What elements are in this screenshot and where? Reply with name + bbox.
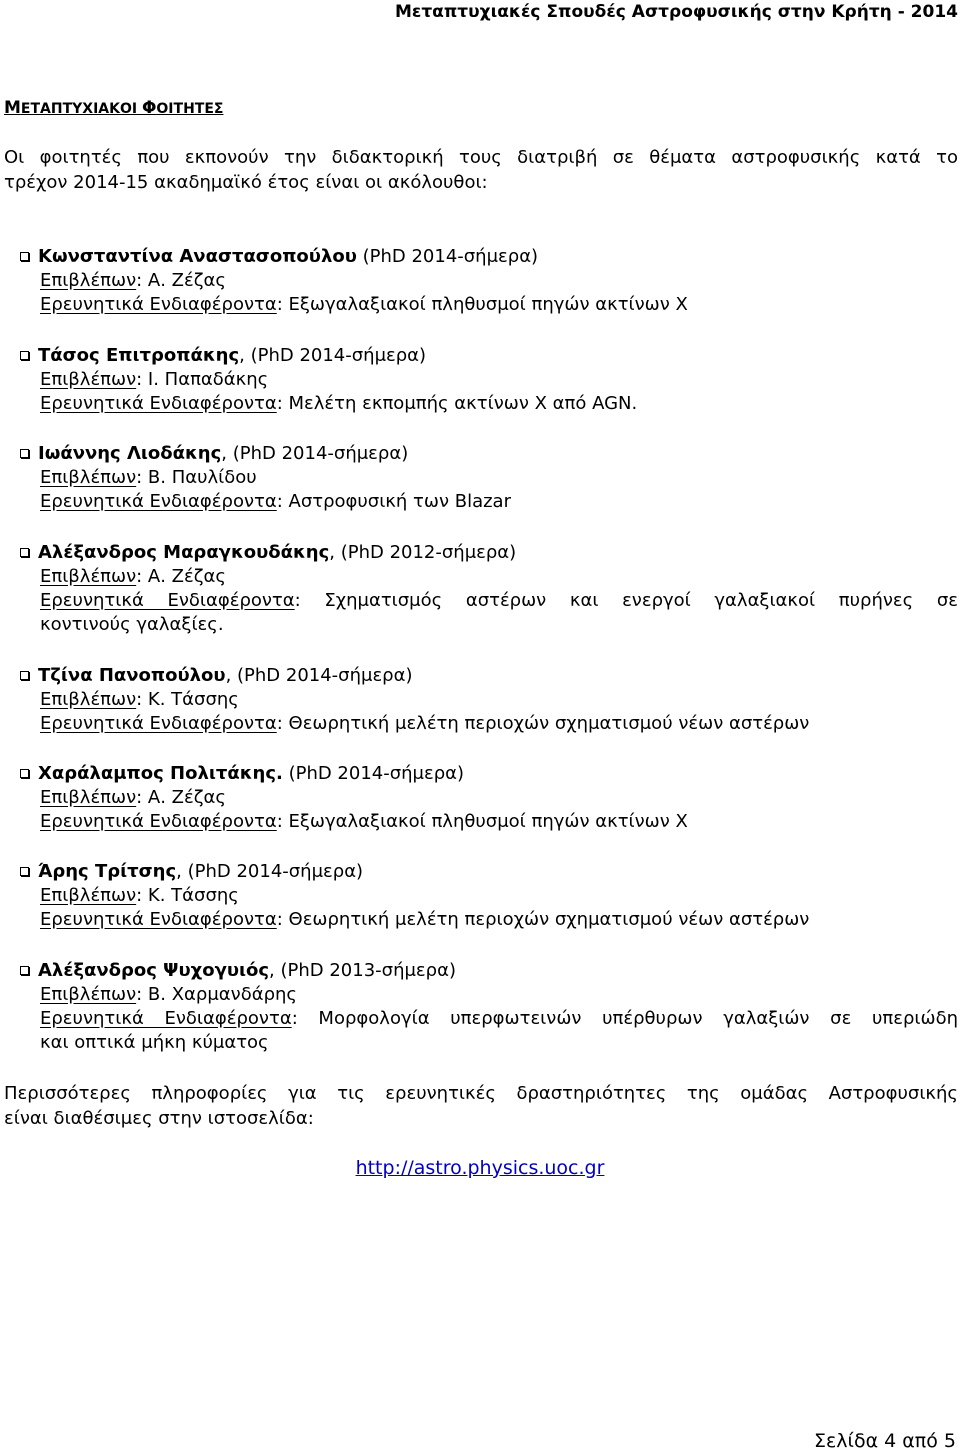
interests-row xyxy=(20,392,958,416)
supervisor-label: Επιβλέπων xyxy=(40,467,137,488)
supervisor-row xyxy=(20,688,958,712)
student-heading xyxy=(20,541,958,565)
checkbox-bullet-icon xyxy=(20,449,29,458)
supervisor-label: Επιβλέπων xyxy=(40,885,137,906)
interests-value: : Αστροφυσική των Blazar xyxy=(276,491,511,512)
student-name: Αλέξανδρος Μαραγκουδάκης xyxy=(38,542,330,563)
student-period: (PhD 2014-σήμερα) xyxy=(356,246,539,267)
student-period: , (PhD 2014-σήμερα) xyxy=(239,345,427,366)
intro-line-1: Οι φοιτητές που εκπονούν την διδακτορική τους διατριβή σε θέματα αστροφυσικής κατά το xyxy=(4,147,958,168)
interests-value-continued: και οπτικά μήκη κύματος xyxy=(40,1032,269,1053)
interests-row xyxy=(20,712,958,736)
student-period: (PhD 2014-σήμερα) xyxy=(282,763,465,784)
supervisor-row xyxy=(20,983,958,1007)
supervisor-value: : Α. Ζέζας xyxy=(136,566,226,587)
student-name: Χαράλαμπος Πολιτάκης. xyxy=(38,763,283,784)
interests-row-continued xyxy=(20,1031,958,1055)
interests-label: Ερευνητικά Ενδιαφέροντα xyxy=(40,1008,292,1029)
supervisor-value: : Κ. Τάσσης xyxy=(136,885,239,906)
interests-row xyxy=(20,1007,958,1031)
supervisor-row xyxy=(20,368,958,392)
checkbox-bullet-icon xyxy=(20,769,29,778)
interests-label: Ερευνητικά Ενδιαφέροντα xyxy=(40,294,277,315)
student-entry xyxy=(20,541,958,637)
supervisor-value: : Α. Ζέζας xyxy=(136,787,226,808)
interests-value: : Θεωρητική μελέτη περιοχών σχηματισμού νέων αστέρων xyxy=(276,713,810,734)
supervisor-row xyxy=(20,269,958,293)
supervisor-value: : Κ. Τάσσης xyxy=(136,689,239,710)
supervisor-value: : Β. Χαρμανδάρης xyxy=(136,984,297,1005)
student-name: Τάσος Επιτροπάκης xyxy=(38,345,240,366)
supervisor-label: Επιβλέπων xyxy=(40,689,137,710)
interests-row xyxy=(20,810,958,834)
more-info-line-2: είναι διαθέσιμες στην ιστοσελίδα: xyxy=(4,1108,314,1129)
page-number: Σελίδα 4 από 5 xyxy=(814,1430,956,1452)
interests-row xyxy=(20,490,958,514)
supervisor-value: : Ι. Παπαδάκης xyxy=(136,369,269,390)
interests-label: Ερευνητικά Ενδιαφέροντα xyxy=(40,590,295,611)
section-title-part: ΟΙΤΗΤΕΣ xyxy=(156,101,224,117)
interests-value: : Μορφολογία υπερφωτεινών υπέρθυρων γαλαξιών σε υπεριώδη xyxy=(291,1008,958,1029)
student-period: , (PhD 2014-σήμερα) xyxy=(221,443,409,464)
student-period: , (PhD 2013-σήμερα) xyxy=(269,960,456,981)
interests-label: Ερευνητικά Ενδιαφέροντα xyxy=(40,491,277,512)
interests-label: Ερευνητικά Ενδιαφέροντα xyxy=(40,909,277,930)
checkbox-bullet-icon xyxy=(20,252,29,261)
supervisor-row xyxy=(20,786,958,810)
student-entry xyxy=(20,664,958,736)
supervisor-label: Επιβλέπων xyxy=(40,566,137,587)
interests-value: : Εξωγαλαξιακοί πληθυσμοί πηγών ακτίνων Χ xyxy=(276,811,688,832)
supervisor-label: Επιβλέπων xyxy=(40,369,137,390)
student-name: Κωνσταντίνα Αναστασοπούλου xyxy=(38,246,357,267)
section-title-part: Μ xyxy=(4,98,21,118)
interests-label: Ερευνητικά Ενδιαφέροντα xyxy=(40,713,277,734)
student-heading xyxy=(20,344,958,368)
more-info-line-1: Περισσότερες πληροφορίες για τις ερευνητικές δραστηριότητες της ομάδας Αστροφυσικής xyxy=(4,1083,958,1104)
checkbox-bullet-icon xyxy=(20,351,29,360)
interests-value-continued: κοντινούς γαλαξίες. xyxy=(40,614,224,635)
student-entry xyxy=(20,442,958,514)
student-heading xyxy=(20,762,958,786)
website-link[interactable]: http://astro.physics.uoc.gr xyxy=(355,1157,605,1179)
student-entry xyxy=(20,959,958,1055)
checkbox-bullet-icon xyxy=(20,548,29,557)
checkbox-bullet-icon xyxy=(20,867,29,876)
student-entry xyxy=(20,860,958,932)
student-entry xyxy=(20,762,958,834)
checkbox-bullet-icon xyxy=(20,966,29,975)
interests-value: : Μελέτη εκπομπής ακτίνων Χ από AGN. xyxy=(276,393,638,414)
supervisor-label: Επιβλέπων xyxy=(40,787,137,808)
interests-row xyxy=(20,908,958,932)
supervisor-row xyxy=(20,884,958,908)
document-header-title: Μεταπτυχιακές Σπουδές Αστροφυσικής στην Κρήτη - 2014 xyxy=(394,2,958,22)
supervisor-row xyxy=(20,565,958,589)
supervisor-row xyxy=(20,466,958,490)
student-period: , (PhD 2012-σήμερα) xyxy=(329,542,517,563)
website-link-row xyxy=(0,1155,960,1181)
supervisor-value: : Β. Παυλίδου xyxy=(136,467,257,488)
interests-value: : Σχηματισμός αστέρων και ενεργοί γαλαξιακοί πυρήνες σε xyxy=(294,590,958,611)
interests-value: : Θεωρητική μελέτη περιοχών σχηματισμού νέων αστέρων xyxy=(276,909,810,930)
interests-row xyxy=(20,293,958,317)
student-heading xyxy=(20,959,958,983)
student-period: , (PhD 2014-σήμερα) xyxy=(225,665,413,686)
interests-value: : Εξωγαλαξιακοί πληθυσμοί πηγών ακτίνων Χ xyxy=(276,294,688,315)
student-period: , (PhD 2014-σήμερα) xyxy=(176,861,364,882)
student-entry xyxy=(20,344,958,416)
interests-label: Ερευνητικά Ενδιαφέροντα xyxy=(40,811,277,832)
interests-label: Ερευνητικά Ενδιαφέροντα xyxy=(40,393,277,414)
supervisor-value: : Α. Ζέζας xyxy=(136,270,226,291)
student-name: Τζίνα Πανοπούλου xyxy=(38,665,226,686)
student-name: Ιωάννης Λιοδάκης xyxy=(38,443,222,464)
student-heading xyxy=(20,664,958,688)
student-heading xyxy=(20,245,958,269)
supervisor-label: Επιβλέπων xyxy=(40,270,137,291)
section-title xyxy=(4,98,223,118)
interests-row-continued xyxy=(20,613,958,637)
student-entry xyxy=(20,245,958,317)
interests-row xyxy=(20,589,958,613)
supervisor-label: Επιβλέπων xyxy=(40,984,137,1005)
section-title-part: Φ xyxy=(141,98,157,118)
student-name: Αλέξανδρος Ψυχογυιός xyxy=(38,960,270,981)
student-name: Άρης Τρίτσης xyxy=(38,861,177,882)
student-heading xyxy=(20,860,958,884)
intro-line-2: τρέχον 2014-15 ακαδημαϊκό έτος είναι οι ακόλουθοι: xyxy=(4,172,488,193)
checkbox-bullet-icon xyxy=(20,671,29,680)
student-heading xyxy=(20,442,958,466)
section-title-part: ΕΤΑΠΤΥΧΙΑΚΟΙ xyxy=(20,101,142,117)
